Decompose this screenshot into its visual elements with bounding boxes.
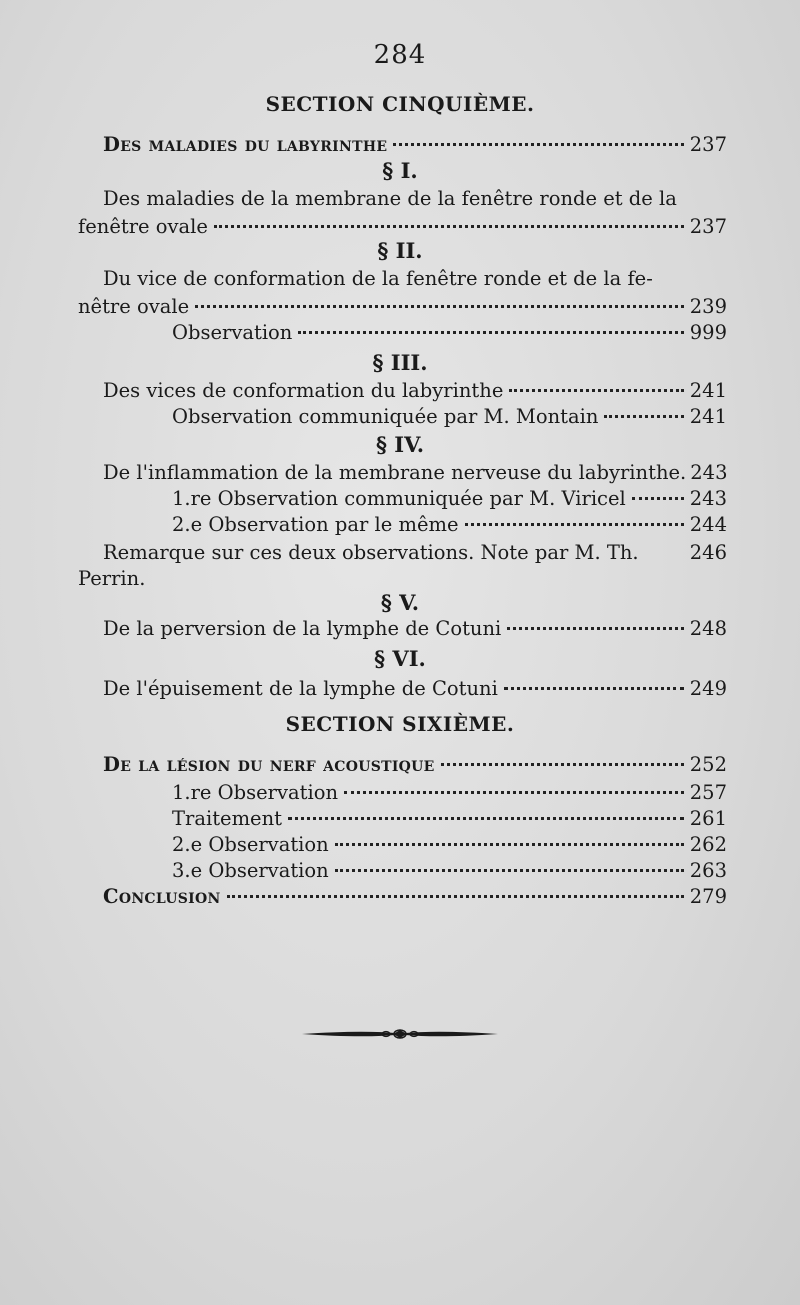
leader-dots	[504, 687, 684, 690]
entry-page: 252	[689, 753, 727, 776]
toc-entry-observation-1[interactable]	[172, 780, 727, 806]
paragraph-mark-6: § VI.	[374, 646, 426, 671]
entry-page: 241	[689, 405, 727, 428]
toc-entry-maladies-labyrinthe[interactable]	[103, 132, 727, 158]
leader-dots	[632, 497, 684, 500]
leader-dots	[298, 331, 683, 334]
toc-entry-vice-conformation[interactable]	[103, 266, 727, 292]
toc-entry-lesion-nerf[interactable]	[103, 752, 727, 778]
toc-entry-membrane-fenetre-cont[interactable]	[78, 214, 727, 240]
entry-page: 237	[689, 133, 727, 156]
entry-page: 246	[689, 541, 727, 564]
entry-text-line2: fenêtre ovale	[78, 215, 208, 238]
entry-text: De l'inflammation de la membrane nerveuse du labyrinthe.	[103, 461, 687, 484]
entry-text: De la lésion du nerf acoustique	[103, 753, 435, 776]
entry-text-line1: Du vice de conformation de la fenêtre ronde et de la fe-	[103, 267, 653, 290]
toc-entry-observation-3[interactable]	[172, 858, 727, 884]
section-title-cinquieme: SECTION CINQUIÈME.	[265, 92, 535, 116]
entry-page: 261	[689, 807, 727, 830]
leader-dots	[507, 627, 683, 630]
entry-page: 999	[689, 321, 727, 344]
toc-entry-membrane-fenetre[interactable]	[103, 186, 727, 212]
entry-page: 239	[689, 295, 727, 318]
page-number: 284	[373, 40, 427, 70]
entry-text: Des maladies du labyrinthe	[103, 133, 388, 156]
entry-text: 2.e Observation	[172, 833, 329, 856]
toc-entry-inflammation[interactable]	[103, 460, 727, 486]
entry-text: 1.re Observation communiquée par M. Viricel	[172, 487, 626, 510]
toc-entry-epuisement[interactable]	[103, 676, 727, 702]
section-title-sixieme: SECTION SIXIÈME.	[285, 712, 515, 736]
leader-dots	[335, 869, 684, 872]
entry-text: Observation	[172, 321, 293, 344]
entry-text: 1.re Observation	[172, 781, 339, 804]
toc-entry-observation[interactable]	[172, 320, 727, 346]
entry-text: Observation communiquée par M. Montain	[172, 405, 599, 428]
entry-page: 243	[690, 461, 728, 484]
leader-dots	[214, 225, 684, 228]
entry-page: 243	[689, 487, 727, 510]
entry-page: 257	[689, 781, 727, 804]
toc-entry-observation-meme[interactable]	[172, 512, 727, 538]
paragraph-mark-2: § II.	[377, 238, 423, 263]
entry-page: 262	[689, 833, 727, 856]
toc-entry-vices-labyrinthe[interactable]	[103, 378, 727, 404]
toc-entry-traitement[interactable]	[172, 806, 727, 832]
entry-text: Conclusion	[103, 885, 221, 908]
entry-page: 279	[689, 885, 727, 908]
entry-text: 2.e Observation par le même	[172, 513, 459, 536]
toc-entry-conclusion[interactable]	[103, 884, 727, 910]
entry-text-line2: Perrin.	[78, 567, 146, 590]
entry-text: Des vices de conformation du labyrinthe	[103, 379, 504, 402]
entry-text: De la perversion de la lymphe de Cotuni	[103, 617, 502, 640]
paragraph-mark-4: § IV.	[375, 432, 425, 457]
toc-entry-observation-montain[interactable]	[172, 404, 727, 430]
entry-text: Traitement	[172, 807, 282, 830]
leader-dots	[509, 389, 683, 392]
entry-text: 3.e Observation	[172, 859, 329, 882]
leader-dots	[465, 523, 684, 526]
ornament-divider-icon	[300, 1024, 500, 1044]
leader-dots	[344, 791, 684, 794]
entry-text: De l'épuisement de la lymphe de Cotuni	[103, 677, 498, 700]
leader-dots	[441, 763, 684, 766]
entry-page: 241	[689, 379, 727, 402]
leader-dots	[195, 305, 684, 308]
entry-text-line2: nêtre ovale	[78, 295, 190, 318]
toc-entry-observation-viricel[interactable]	[172, 486, 727, 512]
leader-dots	[335, 843, 684, 846]
toc-entry-observation-2[interactable]	[172, 832, 727, 858]
toc-entry-vice-conformation-cont[interactable]	[78, 294, 727, 320]
toc-entry-perversion[interactable]	[103, 616, 727, 642]
paragraph-mark-1: § I.	[382, 158, 418, 183]
leader-dots	[288, 817, 684, 820]
leader-dots	[393, 143, 683, 146]
entry-page: 249	[689, 677, 727, 700]
toc-entry-remarque-cont[interactable]	[78, 566, 727, 592]
paragraph-mark-5: § V.	[380, 590, 420, 615]
entry-page: 263	[689, 859, 727, 882]
toc-entry-remarque[interactable]	[103, 540, 727, 566]
entry-page: 237	[689, 215, 727, 238]
entry-text-line1: Remarque sur ces deux observations. Note par M. Th.	[103, 541, 639, 564]
leader-dots	[604, 415, 683, 418]
entry-text-line1: Des maladies de la membrane de la fenêtre ronde et de la	[103, 187, 677, 210]
leader-dots	[227, 895, 684, 898]
entry-page: 248	[689, 617, 727, 640]
entry-page: 244	[689, 513, 727, 536]
paragraph-mark-3: § III.	[372, 350, 428, 375]
